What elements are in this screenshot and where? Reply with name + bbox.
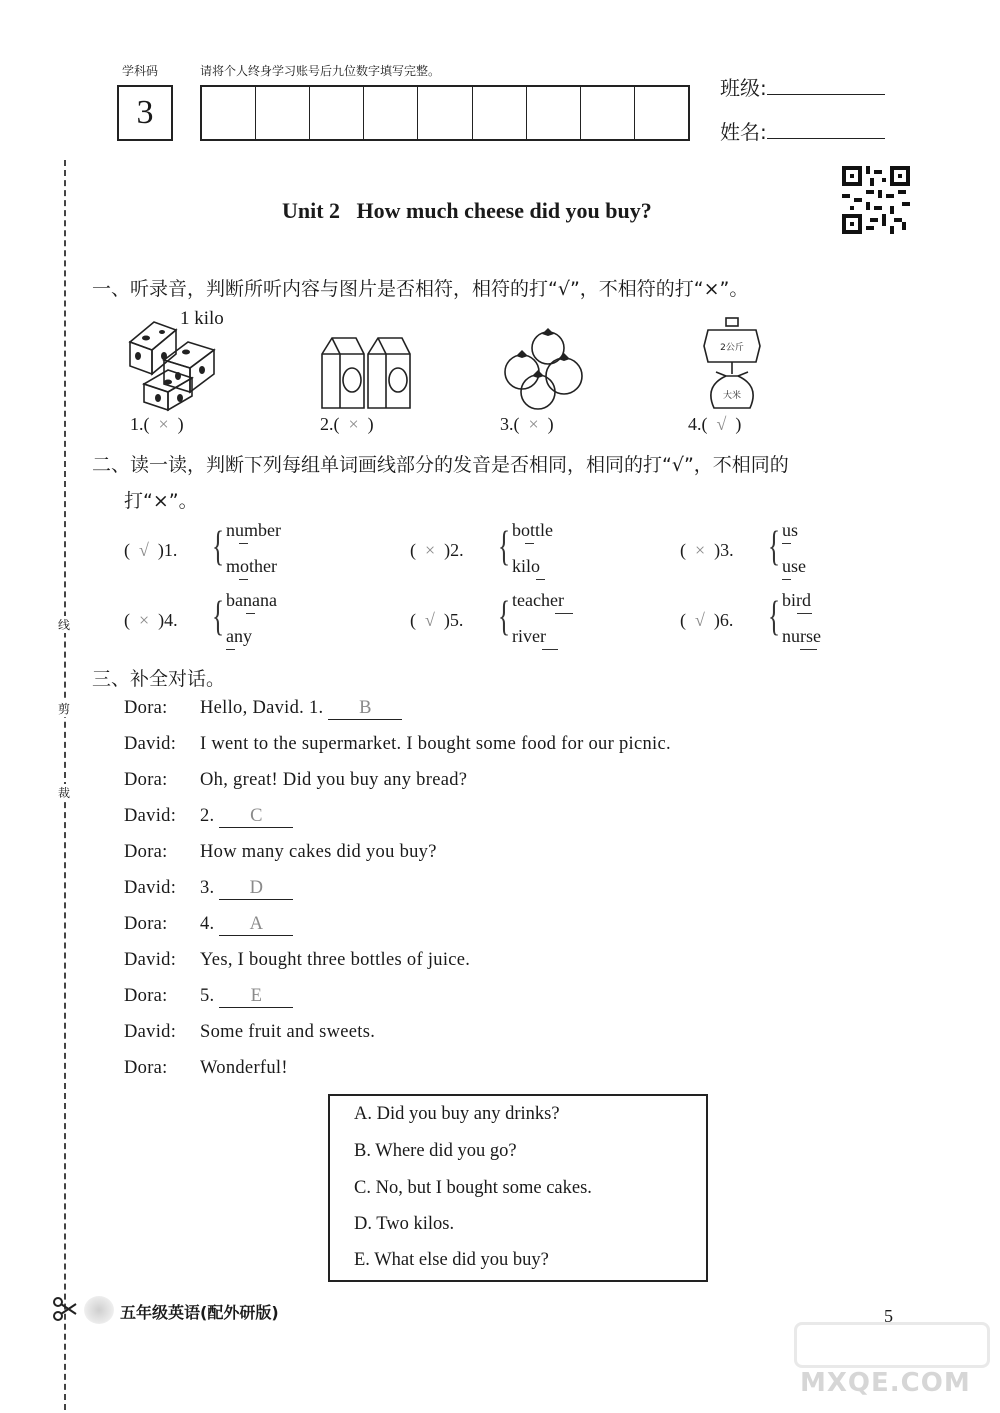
dialog-text: Oh, great! Did you buy any bread? [200,770,468,790]
s2-word-2: any [226,626,252,646]
brace: { [498,524,511,570]
speaker: Dora: [124,698,168,718]
s2-item-5[interactable]: ( √ )5. { teacher river [410,590,564,646]
answer-blank[interactable]: B [328,698,402,720]
s2-word-2: use [782,556,806,576]
s2-word-1: number [226,520,281,540]
dialog [124,698,884,1094]
s1-item-num: 2. [320,414,334,434]
underline-mark [800,649,817,650]
s2-word-1: bird [782,590,811,610]
underline-mark [239,579,248,580]
picture1-label: 1 kilo [180,308,224,329]
digit-cell[interactable] [418,87,472,139]
dialog-line [124,734,884,770]
name-field[interactable] [720,116,885,145]
dialog-line [124,914,884,950]
dialog-text: I went to the supermarket. I bought some food for our picnic. [200,734,671,754]
s2-word-2: mother [226,556,277,576]
bag-label-text: 大米 [722,391,742,401]
s2-item-num: 1. [163,540,178,560]
option-e: E. What else did you buy? [354,1250,549,1270]
s1-answer: × [348,414,359,434]
dialog-text: 2. [200,806,215,826]
underline-mark [555,613,573,614]
dialog-text: Wonderful! [200,1058,288,1078]
tomatoes-picture [498,326,592,412]
s2-word-1: us [782,520,799,540]
section2-heading-line2: 打“×”。 [124,490,198,512]
speaker: David: [124,950,177,970]
dialog-line [124,806,884,842]
speaker: David: [124,878,177,898]
book-title: 五年级英语(配外研版) [120,1303,279,1322]
s2-item-num: 2. [450,540,464,560]
s1-item-4[interactable]: 4.( √ ) [688,414,742,434]
dialog-text: 5. [200,986,215,1006]
speaker: David: [124,734,177,754]
dialog-line [124,770,884,806]
underline-mark [782,543,791,544]
dialog-text: How many cakes did you buy? [200,842,437,862]
dialog-line [124,842,884,878]
dialog-text: 3. [200,878,215,898]
s2-item-1[interactable]: ( √ )1. { number mother [124,520,281,576]
digit-cell[interactable] [635,87,688,139]
dialog-line [124,950,884,986]
dialog-line [124,698,884,734]
s1-answer: × [158,414,169,434]
answer-blank[interactable]: A [219,914,293,936]
s2-answer: √ [139,540,149,560]
name-label: 姓名: [720,120,767,144]
milk-carton-picture [318,332,418,410]
bag-weight-text: 2公斤 [720,343,744,353]
s2-item-3[interactable]: ( × )3. { us use [680,520,806,576]
underline-mark [782,579,791,580]
section3-heading: 三、补全对话。 [92,668,226,690]
account-instruction: 请将个人终身学习账号后九位数字填写完整。 [200,64,441,78]
dialog-text: Some fruit and sweets. [200,1022,376,1042]
dialog-line [124,1022,884,1058]
speaker: Dora: [124,842,168,862]
options-box [328,1094,708,1282]
qr-code-icon[interactable] [842,166,910,234]
s2-item-6[interactable]: ( √ )6. { bird nurse [680,590,821,646]
s2-item-num: 3. [720,540,734,560]
s1-item-1[interactable]: 1.( × ) [130,414,184,434]
dialog-text: Yes, I bought three bottles of juice. [200,950,471,970]
digit-cell[interactable] [310,87,364,139]
class-line[interactable] [767,74,885,95]
digit-cell[interactable] [527,87,581,139]
answer-blank[interactable]: D [219,878,293,900]
underline-mark [797,613,812,614]
brace: { [768,524,781,570]
underline-mark [239,543,248,544]
brace: { [768,594,781,640]
subject-code-box [117,85,173,141]
underline-mark [226,649,235,650]
digit-cell[interactable] [202,87,256,139]
s1-item-3[interactable]: 3.( × ) [500,414,554,434]
s1-item-num: 3. [500,414,514,434]
watermark-logo [794,1322,990,1368]
dialog-line [124,986,884,1022]
s2-word-2: kilo [512,556,541,576]
s1-answer: √ [716,414,727,434]
brace: { [212,594,225,640]
speaker: Dora: [124,986,168,1006]
s1-item-num: 1. [130,414,144,434]
brace: { [498,594,511,640]
s2-word-1: banana [226,590,277,610]
speaker: Dora: [124,770,168,790]
option-b: B. Where did you go? [354,1141,517,1161]
s2-answer: √ [425,610,435,630]
dialog-text: Hello, David. 1. [200,698,324,718]
class-field[interactable] [720,72,885,101]
speaker: David: [124,806,177,826]
underline-mark [542,649,558,650]
s2-answer: × [139,610,150,630]
s2-answer: √ [695,610,705,630]
underline-mark [536,579,545,580]
account-digit-boxes[interactable] [200,85,690,141]
s2-answer: × [425,540,436,560]
digit-cell[interactable] [581,87,635,139]
dialog-line [124,1058,884,1094]
brace: { [212,524,225,570]
s1-item-2[interactable]: 2.( × ) [320,414,374,434]
cut-label-trim: 裁 [54,784,74,801]
option-a: A. Did you buy any drinks? [354,1104,560,1124]
footer-logo-icon [84,1296,114,1324]
section1-heading: 一、听录音，判断所听内容与图片是否相符，相符的打“√”，不相符的打“×”。 [92,278,749,300]
speaker: Dora: [124,914,168,934]
s2-item-num: 6. [719,610,734,630]
s1-answer: × [528,414,539,434]
class-label: 班级: [720,76,767,100]
digit-cell[interactable] [473,87,527,139]
underline-mark [246,613,255,614]
option-d: D. Two kilos. [354,1214,455,1234]
speaker: Dora: [124,1058,168,1078]
cut-label-line: 线 [54,616,74,633]
s2-word-2: nurse [782,626,821,646]
watermark-text: MXQE.COM [800,1368,971,1398]
s2-word-1: teacher [512,590,564,610]
s2-item-2[interactable]: ( × )2. { bottle kilo [410,520,553,576]
s2-answer: × [695,540,706,560]
option-c: C. No, but I bought some cakes. [354,1178,592,1198]
unit-title: Unit 2 How much cheese did you buy? [282,198,652,223]
s2-word-1: bottle [512,520,553,540]
s2-word-2: river [512,626,546,646]
scissors-icon [52,1296,78,1322]
digit-cell[interactable] [256,87,310,139]
underline-mark [525,543,534,544]
subject-code-value: 3 [136,94,154,131]
s1-item-num: 4. [688,414,702,434]
name-line[interactable] [767,118,885,139]
s2-item-4[interactable]: ( × )4. { banana any [124,590,277,646]
answer-blank[interactable]: E [219,986,293,1008]
rice-bag-picture [700,316,764,410]
dialog-line [124,878,884,914]
answer-blank[interactable]: C [219,806,293,828]
dialog-text: 4. [200,914,215,934]
page-number: 5 [884,1306,893,1326]
s2-item-num: 5. [449,610,464,630]
cut-label-cut: 剪 [54,700,74,717]
subject-code-label: 学科码 [122,64,159,78]
section2-heading-line1: 二、读一读，判断下列每组单词画线部分的发音是否相同，相同的打“√”，不相同的 [92,454,789,476]
digit-cell[interactable] [364,87,418,139]
s2-item-num: 4. [164,610,178,630]
speaker: David: [124,1022,177,1042]
